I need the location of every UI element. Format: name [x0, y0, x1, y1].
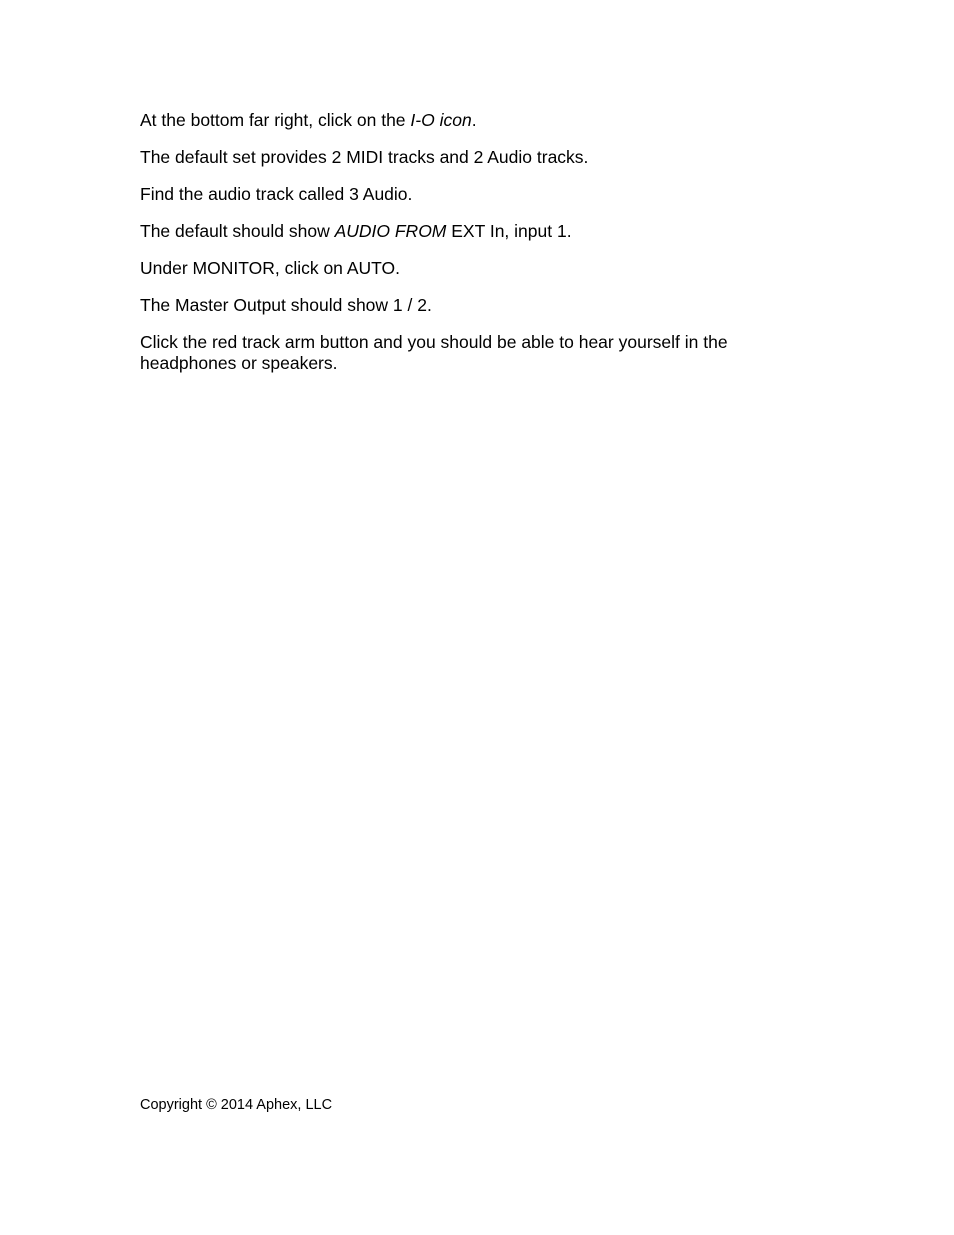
emphasis-text: AUDIO FROM	[334, 221, 447, 241]
paragraph-text: EXT In, input 1.	[446, 221, 572, 241]
paragraph-master-output: The Master Output should show 1 / 2.	[140, 295, 432, 315]
document-body	[140, 110, 800, 390]
paragraph-text: The default should show	[140, 221, 335, 241]
paragraph-track-arm: Click the red track arm button and you should be able to hear yourself in the headphones or speakers.	[140, 332, 728, 373]
paragraph-monitor-auto: Under MONITOR, click on AUTO.	[140, 258, 400, 278]
copyright-footer: Copyright © 2014 Aphex, LLC	[140, 1097, 333, 1113]
paragraph-text: At the bottom far right, click on the	[140, 110, 411, 130]
emphasis-text: I-O icon	[410, 110, 472, 130]
paragraph-default-set: The default set provides 2 MIDI tracks and 2 Audio tracks.	[140, 147, 589, 167]
paragraph-audio-from	[140, 221, 800, 242]
paragraph-find-audio-track: Find the audio track called 3 Audio.	[140, 184, 413, 204]
paragraph-text: .	[471, 110, 477, 130]
paragraph-io-icon	[140, 110, 800, 131]
